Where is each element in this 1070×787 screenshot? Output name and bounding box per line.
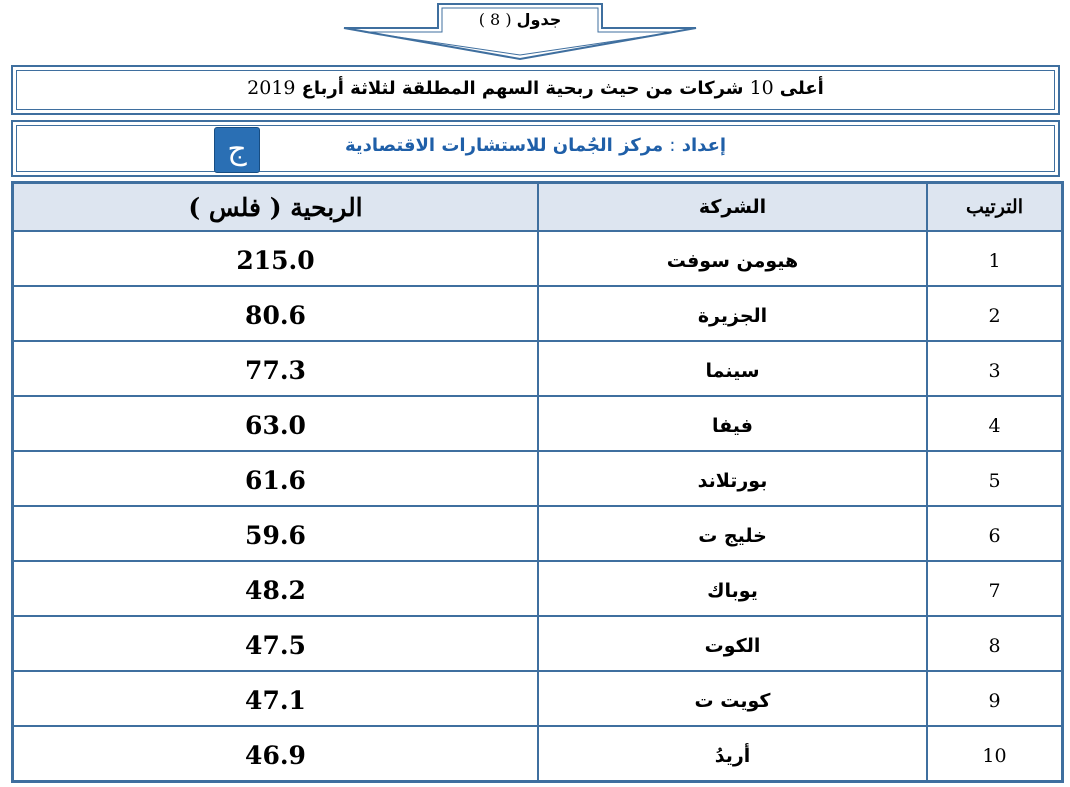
rank-cell: 7 bbox=[927, 561, 1062, 616]
profit-cell: 46.9 bbox=[13, 726, 538, 781]
rank-cell: 5 bbox=[927, 451, 1062, 506]
company-cell: فيفا bbox=[538, 396, 927, 451]
table-row bbox=[13, 341, 1062, 396]
rank-cell: 8 bbox=[927, 616, 1062, 671]
title-count: 10 bbox=[749, 77, 774, 99]
prepared-by-colon: : bbox=[669, 135, 676, 156]
logo-glyph: ج bbox=[227, 132, 247, 167]
prepared-by-label: إعداد bbox=[681, 135, 727, 156]
company-cell: سينما bbox=[538, 341, 927, 396]
rank-cell: 10 bbox=[927, 726, 1062, 781]
profit-cell: 80.6 bbox=[13, 286, 538, 341]
company-cell: خليج ت bbox=[538, 506, 927, 561]
header-profit: الربحية ( فلس ) bbox=[13, 183, 538, 231]
profit-cell: 59.6 bbox=[13, 506, 538, 561]
table-row bbox=[13, 561, 1062, 616]
header-company: الشركة bbox=[538, 183, 927, 231]
table-row bbox=[13, 286, 1062, 341]
title-year: 2019 bbox=[247, 77, 296, 99]
company-cell: بورتلاند bbox=[538, 451, 927, 506]
company-cell: أريدُ bbox=[538, 726, 927, 781]
profit-cell: 77.3 bbox=[13, 341, 538, 396]
table-row bbox=[13, 506, 1062, 561]
table-label-number: ( 8 ) bbox=[478, 10, 512, 29]
table-header-row bbox=[13, 183, 1062, 231]
table-row bbox=[13, 231, 1062, 286]
table-row bbox=[13, 396, 1062, 451]
title-box bbox=[11, 65, 1060, 115]
ranking-table bbox=[11, 181, 1064, 783]
company-cell: الجزيرة bbox=[538, 286, 927, 341]
profit-cell: 215.0 bbox=[13, 231, 538, 286]
profit-cell: 48.2 bbox=[13, 561, 538, 616]
rank-cell: 2 bbox=[927, 286, 1062, 341]
table-label bbox=[340, 10, 700, 29]
header-rank: الترتيب bbox=[927, 183, 1062, 231]
company-cell: كويت ت bbox=[538, 671, 927, 726]
rank-cell: 9 bbox=[927, 671, 1062, 726]
profit-cell: 61.6 bbox=[13, 451, 538, 506]
table-row bbox=[13, 726, 1062, 781]
company-cell: الكوت bbox=[538, 616, 927, 671]
table-row bbox=[13, 616, 1062, 671]
title-prefix: أعلى bbox=[779, 78, 824, 99]
company-cell: هيومن سوفت bbox=[538, 231, 927, 286]
rank-cell: 3 bbox=[927, 341, 1062, 396]
table-label-word: جدول bbox=[516, 10, 562, 29]
page-title bbox=[13, 77, 1058, 99]
org-logo-icon bbox=[214, 127, 260, 173]
prepared-by-line bbox=[13, 135, 1058, 156]
profit-cell: 63.0 bbox=[13, 396, 538, 451]
table-label-arrow bbox=[340, 2, 700, 62]
rank-cell: 4 bbox=[927, 396, 1062, 451]
table-row bbox=[13, 451, 1062, 506]
profit-cell: 47.1 bbox=[13, 671, 538, 726]
profit-cell: 47.5 bbox=[13, 616, 538, 671]
company-cell: يوباك bbox=[538, 561, 927, 616]
table-row bbox=[13, 671, 1062, 726]
rank-cell: 1 bbox=[927, 231, 1062, 286]
prepared-by-org: مركز الجُمان للاستشارات الاقتصادية bbox=[344, 135, 664, 156]
rank-cell: 6 bbox=[927, 506, 1062, 561]
prepared-by-box bbox=[11, 120, 1060, 177]
title-middle: شركات من حيث ربحية السهم المطلقة لثلاثة أرباع bbox=[301, 78, 744, 99]
